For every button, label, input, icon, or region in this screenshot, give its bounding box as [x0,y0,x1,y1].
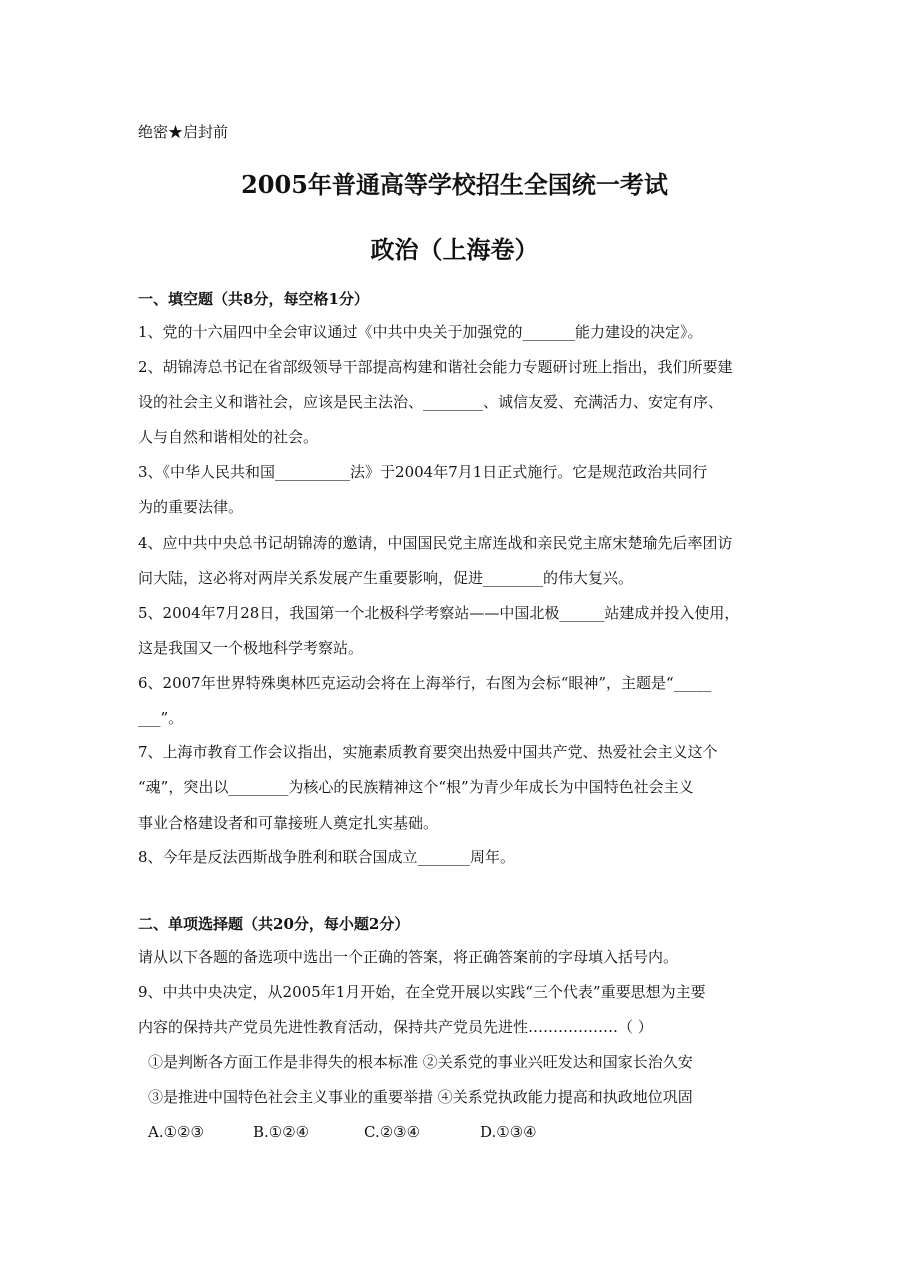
question-line: 5、2004年7月28日，我国第一个北极科学考察站——中国北极______站建成并投入使用， [138,604,740,622]
question-line: 7、上海市教育工作会议指出，实施素质教育要突出热爱中国共产党、热爱社会主义这个 [138,743,718,761]
section1-heading: 一、填空题（共8分，每空格1分） [138,290,369,308]
question-line: 4、应中共中央总书记胡锦涛的邀请，中国国民党主席连战和亲民党主席宋楚瑜先后率团访 [138,534,733,552]
question-9-statements: ①是判断各方面工作是非得失的根本标准 ②关系党的事业兴旺发达和国家长治久安 [148,1053,693,1071]
question-line: 3、《中华人民共和国__________法》于2004年7月1日正式施行。它是规范政治共同行 [138,463,708,481]
option-a: A.①②③ [148,1123,204,1141]
section2-instruction: 请从以下各题的备选项中选出一个正确的答案，将正确答案前的字母填入括号内。 [138,948,679,966]
question-line: 8、今年是反法西斯战争胜利和联合国成立_______周年。 [138,848,516,866]
question-line: 1、党的十六届四中全会审议通过《中共中央关于加强党的_______能力建设的决定》。 [138,323,703,341]
option-c: C.②③④ [364,1123,421,1141]
question-line: 2、胡锦涛总书记在省部级领导干部提高构建和谐社会能力专题研讨班上指出，我们所要建 [138,358,733,376]
question-line: 问大陆，这必将对两岸关系发展产生重要影响，促进________的伟大复兴。 [138,569,634,587]
section2-heading: 二、单项选择题（共20分，每小题2分） [138,915,410,933]
question-line: 事业合格建设者和可靠接班人奠定扎实基础。 [138,814,439,832]
option-b: B.①②④ [253,1123,310,1141]
question-line: “魂”，突出以________为核心的民族精神这个“根”为青少年成长为中国特色社会主义 [138,778,694,796]
question-line: 这是我国又一个极地科学考察站。 [138,639,364,657]
question-line: ___”。 [138,709,184,727]
question-9-line: 内容的保持共产党员先进性教育活动，保持共产党员先进性………………（ ） [138,1018,653,1036]
question-line: 6、2007年世界特殊奥林匹克运动会将在上海举行，右图为会标“眼神”，主题是“_____ [138,674,712,692]
question-9-statements: ③是推进中国特色社会主义事业的重要举措 ④关系党执政能力提高和执政地位巩固 [148,1088,693,1106]
secret-label: 绝密★启封前 [138,123,229,141]
question-9-line: 9、中共中央决定，从2005年1月开始，在全党开展以实践“三个代表”重要思想为主要 [138,983,706,1001]
page-subtitle: 政治（上海卷） [370,235,539,264]
question-line: 设的社会主义和谐社会，应该是民主法治、________、诚信友爱、充满活力、安定有序、 [138,393,724,411]
question-line: 为的重要法律。 [138,498,244,516]
question-line: 人与自然和谐相处的社会。 [138,428,319,446]
page-title: 2005年普通高等学校招生全国统一考试 [241,170,668,199]
option-d: D.①③④ [480,1123,537,1141]
